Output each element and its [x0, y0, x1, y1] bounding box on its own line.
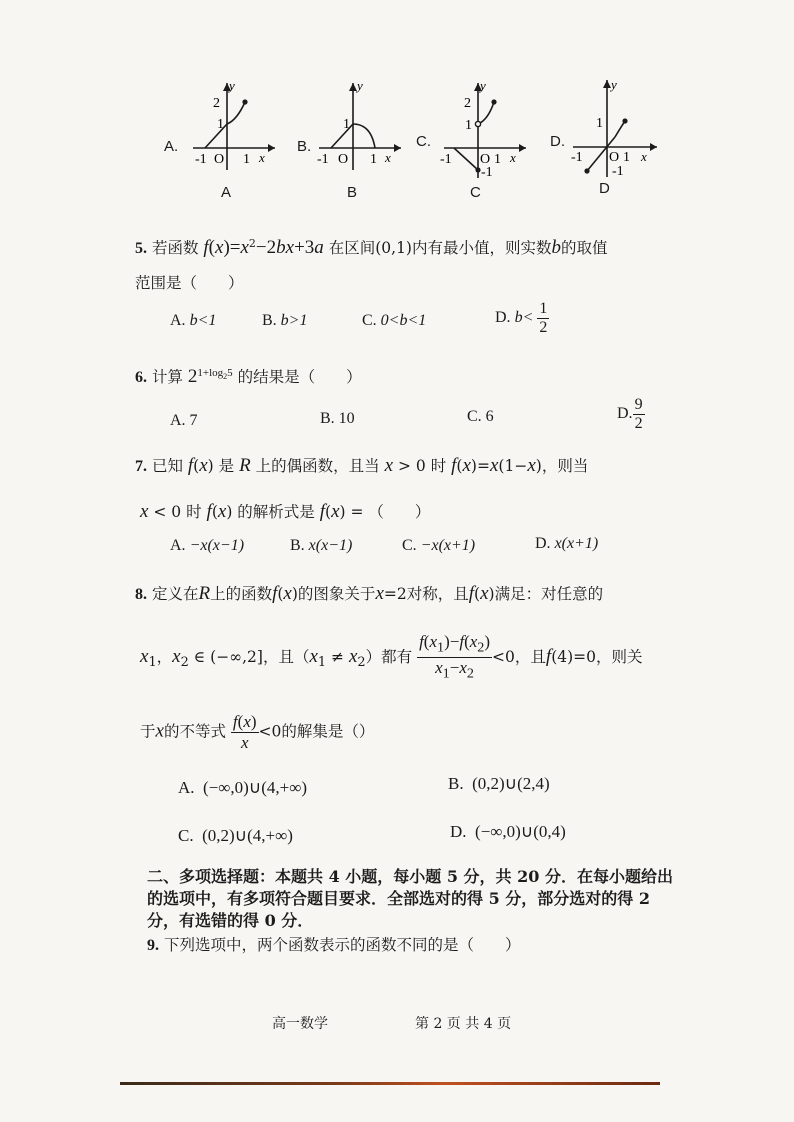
question-6-text-a: 计算 — [151, 368, 183, 387]
graph-b-tag: B — [347, 184, 358, 201]
section-2-heading: 二、多项选择题：本题共 4 小题，每小题 5 分，共 20 分．在每小题给出的选项中，有多项符合题目要求．全部选对的得 5 分，部分选对的得 2 分，有选错的得 0 分． — [147, 867, 673, 930]
graph-a-tick-neg1: -1 — [195, 152, 207, 167]
question-5-option-b: B. b>1 — [262, 312, 308, 329]
graph-a-letter: A. — [164, 138, 179, 155]
question-6-option-a: A. 7 — [170, 412, 198, 429]
graph-c-tick-2: 2 — [464, 96, 471, 111]
graph-b-tick-neg1: -1 — [317, 152, 329, 167]
graph-a — [185, 78, 285, 173]
question-5-function: f — [203, 237, 209, 259]
graph-b — [313, 78, 413, 173]
question-7-option-d: D. x(x+1) — [535, 535, 599, 552]
graph-b-letter: B. — [297, 138, 312, 155]
graph-d-tag: D — [599, 180, 610, 197]
question-9-line: 9. 下列选项中，两个函数表示的函数不同的是（ ） — [147, 936, 521, 954]
graph-a-origin: O — [214, 152, 225, 167]
question-7-option-c: C. −x(x+1) — [402, 537, 476, 554]
graph-d — [567, 75, 667, 180]
question-6-option-d: D. $\frac{9}{2}$ — [617, 396, 643, 432]
question-6-number: 6. — [135, 369, 147, 387]
question-8-option-c: C. (0,2)∪(4,+∞) — [178, 826, 293, 845]
graph-c-letter: C. — [416, 133, 431, 150]
question-8-line1: 8. 定义在R上的函数f(x)的图象关于x=2对称，且f(x)满足：对任意的 — [135, 583, 604, 604]
question-8-option-d: D. (−∞,0)∪(0,4) — [450, 822, 566, 841]
graph-d-origin: O — [609, 150, 620, 165]
question-5-option-a: A. b<1 — [170, 312, 217, 329]
graph-c-ylabel: y — [480, 78, 486, 93]
scan-edge — [120, 1082, 660, 1085]
question-6-option-c: C. 6 — [467, 408, 494, 425]
question-5-line1: 5. 若函数 $f(x)=x^2-2bx+3a$ 在区间(0,1)内有最小值，则实数b的取值 — [135, 237, 608, 259]
question-7-line2: x < 0 时 f(x) 的解析式是 f(x) = （ ） — [140, 501, 431, 522]
graph-b-xlabel: x — [385, 150, 391, 165]
question-8-line3: 于x的不等式 $\frac{f(x)}{x}$ <0的解集是（） — [140, 712, 375, 752]
graph-d-tick-neg1: -1 — [571, 150, 583, 165]
graph-d-letter: D. — [550, 133, 565, 150]
graph-d-tick-x1: 1 — [623, 150, 630, 165]
graph-c-tag: C — [470, 184, 481, 201]
question-5-text-b: 在区间(0,1)内有最小值，则实数 — [328, 239, 552, 258]
question-6-text-b: 的结果是（ ） — [237, 368, 362, 387]
graph-c-tick-1: 1 — [465, 118, 472, 133]
question-5-number: 5. — [135, 240, 147, 258]
question-6-option-b: B. 10 — [320, 410, 355, 427]
graph-c-origin: O — [480, 152, 491, 167]
question-9-number: 9. — [147, 937, 159, 954]
question-5-line2: 范围是（ ） — [135, 274, 244, 292]
graph-c — [436, 78, 536, 183]
graph-d-tick-yneg1: -1 — [612, 164, 624, 179]
graph-c-tick-x1: 1 — [494, 152, 501, 167]
graph-b-tick-x1: 1 — [370, 152, 377, 167]
question-8-number: 8. — [135, 586, 147, 603]
question-5-text-a: 若函数 — [151, 239, 199, 258]
graph-b-tick-1: 1 — [343, 117, 350, 132]
question-8-line2: $x_1$，$x_2$ ∈ (−∞,2]，且$(x_1 \ne x_2)$都有 $\frac{f(x_1)-f(x_2)}{x_1-x_2}$ <0，且f(4)=0，则关 — [140, 632, 643, 682]
question-7-line1: 7. 已知 f(x) 是 R 上的偶函数，且当 x > 0 时 f(x)=x(1−x)，则当 — [135, 455, 589, 476]
question-5-option-c: C. 0<b<1 — [362, 312, 427, 329]
question-8-option-a: A. (−∞,0)∪(4,+∞) — [178, 778, 308, 797]
graph-b-ylabel: y — [357, 78, 363, 93]
question-5-option-d: D. b< $\frac{1}{2}$ — [495, 300, 548, 336]
graph-a-xlabel: x — [259, 150, 265, 165]
graph-c-tick-yneg1: -1 — [481, 165, 493, 180]
graph-d-tick-1: 1 — [596, 116, 603, 131]
graph-b-origin: O — [338, 152, 349, 167]
graph-a-tick-1: 1 — [217, 117, 224, 132]
graph-a-tick-x1: 1 — [243, 152, 250, 167]
question-5-text-c: 的取值 — [560, 239, 608, 258]
graph-c-tick-neg1: -1 — [440, 152, 452, 167]
graph-a-ylabel: y — [229, 78, 235, 93]
graph-a-tick-2: 2 — [213, 96, 220, 111]
footer-page: 第 2 页 共 4 页 — [415, 1016, 512, 1032]
graph-d-xlabel: x — [641, 149, 647, 164]
graph-d-ylabel: y — [611, 77, 617, 92]
question-7-option-a: A. −x(x−1) — [170, 537, 245, 554]
question-7-option-b: B. x(x−1) — [290, 537, 353, 554]
question-7-number: 7. — [135, 458, 147, 475]
question-6-line: 6. 计算 $2^{1+log_25}$ 的结果是（ ） — [135, 366, 362, 388]
graph-a-tag: A — [221, 184, 232, 201]
graph-c-xlabel: x — [510, 150, 516, 165]
question-8-option-b: B. (0,2)∪(2,4) — [448, 774, 550, 793]
footer-subject: 高一数学 — [272, 1016, 328, 1032]
